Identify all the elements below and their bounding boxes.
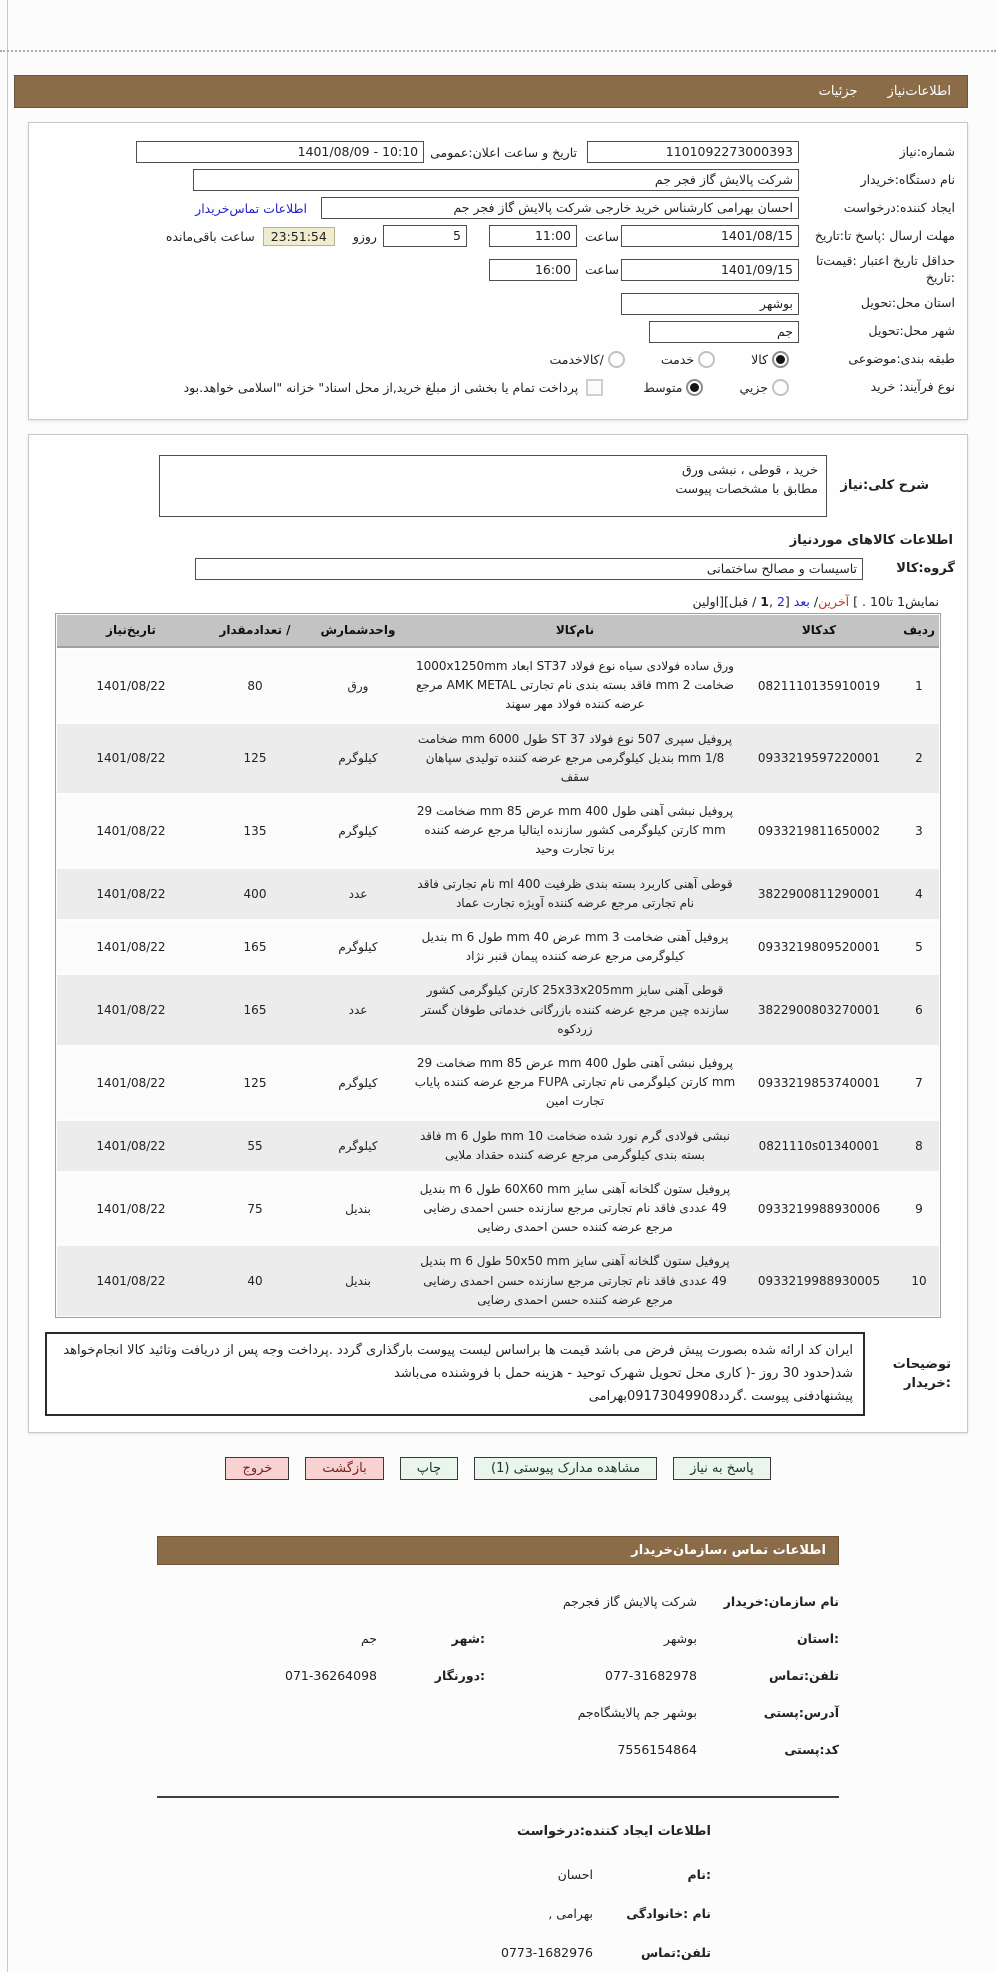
org-value: شرکت پالایش گاز فجرجم	[562, 1594, 697, 1610]
classification-option-label: کالا	[751, 352, 768, 368]
table-cell: بندیل	[345, 1201, 371, 1216]
goods-heading: اطلاعات کالاهای موردنیاز	[789, 532, 953, 548]
classification-radio-کالا[interactable]	[772, 351, 789, 368]
description-label: شرح کلی:نیاز	[840, 478, 929, 494]
validity-date-field[interactable]: 1401/09/15	[621, 259, 799, 281]
creator-phone-value: 0773-1682976	[501, 1945, 593, 1961]
table-cell: 3822900803270001	[757, 1003, 881, 1018]
table-cell: 75	[247, 1201, 263, 1216]
org-label: نام سازمان:خریدار	[723, 1594, 839, 1610]
table-cell: 1401/08/22	[96, 678, 166, 693]
table-cell: 1401/08/22	[96, 1138, 166, 1153]
need-number-row	[41, 141, 955, 163]
buyer-contact-link[interactable]: اطلاعات تماس‌خریدار	[195, 200, 307, 216]
column-header: تاریخ‌نیاز	[106, 623, 156, 638]
table-cell: 7	[915, 1075, 923, 1090]
contact-province-value: بوشهر	[663, 1631, 697, 1647]
table-cell: 400	[243, 886, 267, 901]
table-cell: پروفیل آهنی ضخامت 3 mm عرض 40 mm طول 6 m بندیل کیلوگرمی مرجع عرضه کننده پیمان قنبر نژاد	[421, 930, 729, 964]
table-cell: 1401/08/22	[96, 751, 166, 766]
table-cell: عدد	[348, 886, 368, 901]
deadline-label: مهلت ارسال :پاسخ تا:تاریخ	[814, 227, 955, 243]
table-row[interactable]	[57, 796, 939, 866]
table-cell: پروفیل سپری 507 نوع فولاد ST 37 طول 6000 mm ضخامت 1/8 mm بندیل کیلوگرمی مرجع عرضه کننده تولیدی سپاهان سقف	[417, 731, 733, 784]
deadline-days-field[interactable]: 5	[383, 225, 467, 247]
description-row	[41, 455, 955, 517]
need-number-label: شماره:نیاز	[899, 143, 955, 159]
table-cell: 10	[911, 1274, 927, 1289]
process-option-label: جزیي	[739, 380, 768, 396]
table-cell: پروفیل ستون گلخانه آهنی سایز 60X60 mm طول 6 m بندیل 49 عددی فاقد نام تجارتی مرجع سازنده حسن احمدی رضایی مرجع عرضه کننده حسن احمدی رضایی	[419, 1181, 731, 1235]
city-field[interactable]: جم	[649, 321, 799, 343]
table-cell: 6	[915, 1003, 923, 1018]
table-cell: 1401/08/22	[96, 1274, 166, 1289]
org-row	[157, 1583, 839, 1620]
table-cell: 0821110135910019	[757, 678, 881, 693]
table-cell: 165	[243, 940, 267, 955]
description-line: خرید ، قوطی ، نبشی ورق	[682, 461, 818, 477]
table-row[interactable]	[57, 1121, 939, 1171]
table-cell: 1401/08/22	[96, 1003, 166, 1018]
buyer-label: نام دستگاه:خریدار	[860, 171, 955, 187]
creator-first-name-row	[157, 1855, 711, 1894]
contact-address-label: آدرس:پستی	[763, 1705, 839, 1721]
table-cell: کیلوگرم	[338, 1075, 378, 1090]
table-row[interactable]	[57, 922, 939, 972]
table-cell: کیلوگرم	[338, 940, 378, 955]
validity-label: حداقل تاریخ اعتبار :قیمت‌تا :تاریخ	[815, 253, 955, 285]
column-header: واحدشمارش	[320, 623, 396, 638]
deadline-days-label: روزو	[352, 228, 377, 244]
process-option-label: متوسط	[643, 380, 683, 396]
creator-block	[157, 1824, 839, 1972]
column-header: ردیف	[903, 623, 935, 638]
need-number-field[interactable]: 1101092273000393	[587, 141, 799, 163]
print-button[interactable]: چاپ	[400, 1457, 458, 1480]
pagination-next-link[interactable]: بعد	[793, 593, 810, 609]
table-cell: 1	[915, 678, 923, 693]
buyer-notes-label: توضیحات :خریدار	[892, 1356, 951, 1392]
city-row	[41, 321, 955, 343]
postal-row	[157, 1731, 839, 1768]
buyer-notes-row	[45, 1332, 951, 1416]
province-label: استان محل:تحویل	[860, 295, 955, 311]
contact-postal-label: کد:پستی	[784, 1742, 839, 1758]
buyer-field[interactable]: شرکت پالایش گاز فجر جم	[193, 169, 799, 191]
action-buttons	[0, 1457, 996, 1480]
province-city-row	[157, 1620, 839, 1657]
page-left-border	[7, 0, 8, 1972]
table-cell: 1401/08/22	[96, 1201, 166, 1216]
table-cell: عدد	[348, 1003, 368, 1018]
table-cell: 0933219853740001	[757, 1075, 881, 1090]
pagination-showing: نمایش1 تا10 . ]	[853, 593, 939, 609]
validity-row	[41, 253, 955, 287]
exit-button[interactable]: خروج	[225, 1457, 289, 1480]
column-header: کدکالا	[801, 623, 837, 638]
classification-option-label: /کالاخدمت	[549, 352, 604, 368]
contact-postal-value: 7556154864	[617, 1742, 697, 1758]
group-row	[41, 558, 955, 580]
city-label: شهر محل:تحویل	[868, 323, 955, 339]
table-cell: پروفیل ستون گلخانه آهنی سایز 50x50 mm طول 6 m بندیل 49 عددی فاقد نام تجارتی مرجع سازنده حسن احمدی رضایی مرجع عرضه کننده حسن احمدی رضایی	[420, 1254, 730, 1307]
reply-to-need-button[interactable]: پاسخ به نیاز	[673, 1457, 771, 1480]
contact-province-label: :استان	[796, 1631, 839, 1647]
pagination-current-page: 1	[760, 593, 769, 609]
buyer-row	[41, 169, 955, 191]
creator-label: ایجاد کننده:درخواست	[843, 199, 955, 215]
back-button[interactable]: بازگشت	[305, 1457, 383, 1480]
table-cell: کیلوگرم	[338, 751, 378, 766]
creator-last-name-value: بهرامی ,	[548, 1906, 593, 1922]
countdown-label: ساعت باقی‌مانده	[165, 228, 255, 244]
contact-phone-label: تلفن:تماس	[768, 1668, 839, 1684]
table-row[interactable]	[57, 975, 939, 1045]
deadline-time-label: ساعت	[584, 228, 619, 244]
table-cell: 135	[243, 823, 267, 838]
table-cell: 0933219988930006	[757, 1201, 881, 1216]
creator-first-name-label: :نام	[687, 1867, 711, 1883]
tab-bar	[14, 75, 968, 108]
table-cell: قوطی آهنی سایز 25x33x205mm کارتن کیلوگرمی کشور سازنده چین مرجع عرضه کننده بازرگانی خدماتی طوفان گستر زردکوه	[421, 983, 729, 1036]
address-row	[157, 1694, 839, 1731]
announce-field[interactable]: 10:10 - 1401/08/09	[136, 141, 424, 163]
buyer-notes-line: شد(حدود 30 روز -( کاری محل تحویل شهرک توحید - هزینه حمل با فروشنده می‌باشد	[394, 1365, 853, 1381]
process-radio-جزیي[interactable]	[772, 379, 789, 396]
deadline-row	[41, 225, 955, 247]
table-cell: 0933219988930005	[757, 1274, 881, 1289]
table-cell: 55	[247, 1138, 263, 1153]
process-label: نوع فرآیند: خرید	[870, 379, 955, 395]
pagination-prev-link[interactable]: قبل	[728, 593, 749, 609]
table-cell: 165	[243, 1003, 267, 1018]
description-field[interactable]	[159, 455, 827, 517]
process-row	[41, 377, 955, 399]
province-row	[41, 293, 955, 315]
table-cell: کیلوگرم	[338, 823, 378, 838]
table-cell: 80	[247, 678, 263, 693]
table-cell: کیلوگرم	[338, 1138, 378, 1153]
creator-field[interactable]: احسان بهرامی کارشناس خرید خارجی شرکت پالایش گاز فجر جم	[321, 197, 799, 219]
deadline-time-field[interactable]: 11:00	[489, 225, 577, 247]
countdown-timer: 23:51:54	[263, 227, 335, 246]
treasury-bond-checkbox[interactable]	[586, 379, 603, 396]
creator-first-name-value: احسان	[557, 1867, 593, 1883]
table-cell: 125	[243, 1075, 267, 1090]
table-cell: ورق ساده فولادی سیاه نوع فولاد ST37 ابعاد 1000x1250mm ضخامت 2 mm فاقد بسته بندی نام تجارتی AMK METAL مرجع عرضه کننده فولاد مهر سهند	[415, 658, 734, 712]
contact-fax-label: :دورنگار	[434, 1668, 485, 1684]
buyer-notes-line: ایران کد ارائه شده بصورت پیش فرض می باشد قیمت ها براساس لیست پیوست بارگذاری گردد .پرداخت وجه پس از دریافت وتائید کالا انجام‌خواهد	[63, 1343, 853, 1358]
table-cell: 3822900811290001	[757, 886, 881, 901]
contact-block	[157, 1583, 839, 1768]
table-cell: 1401/08/22	[96, 823, 166, 838]
classification-row	[41, 349, 955, 371]
description-line: مطابق با مشخصات پیوست	[675, 481, 818, 497]
announce-label: تاریخ و ساعت اعلان:عمومی	[430, 144, 577, 160]
table-row[interactable]	[57, 1174, 939, 1244]
deadline-date-field[interactable]: 1401/08/15	[621, 225, 799, 247]
buyer-notes-line: پیشنهادفنی پیوست .گردد09173049908بهرامی	[588, 1388, 853, 1404]
table-cell: ورق	[347, 678, 369, 693]
table-cell: 8	[915, 1138, 923, 1153]
contact-phone-value: 077-31682978	[605, 1668, 697, 1684]
column-header: / تعدادمقدار	[219, 623, 291, 638]
need-info-panel	[28, 122, 968, 420]
phone-fax-row	[157, 1657, 839, 1694]
table-cell: 4	[915, 886, 923, 901]
classification-label: طبقه بندی:موضوعی	[848, 351, 955, 367]
contact-address-value: بوشهر جم پالایشگاه‌جم	[577, 1705, 697, 1721]
validity-time-label: ساعت	[584, 262, 619, 278]
table-cell: نبشی فولادی گرم نورد شده ضخامت 10 mm طول 6 m فاقد بسته بندی کیلوگرمی مرجع عرضه کننده حقداد ملایی	[420, 1128, 730, 1162]
tab-need-info[interactable]: اطلاعات‌نیاز	[887, 84, 951, 99]
goods-panel	[28, 434, 968, 1434]
creator-phone-row	[157, 1933, 711, 1972]
process-radio-متوسط[interactable]	[686, 379, 703, 396]
items-table	[55, 613, 941, 1318]
column-header: نام‌کالا	[555, 622, 595, 637]
view-attachments-button[interactable]: مشاهده مدارک پیوستی (1)	[474, 1457, 657, 1480]
classification-radio-خدمت[interactable]	[698, 351, 715, 368]
table-cell: 0933219597220001	[757, 751, 881, 766]
creator-row	[41, 197, 955, 219]
table-cell: پروفیل نبشی آهنی طول 400 mm عرض 85 mm ضخامت 29 mm کارتن کیلوگرمی کشور سازنده ایتالیا مرجع عرضه کننده برنا تجارت وحید	[416, 804, 734, 857]
table-row[interactable]	[57, 1048, 939, 1118]
creator-phone-label: تلفن:تماس	[640, 1945, 711, 1961]
table-cell: 1401/08/22	[96, 940, 166, 955]
table-cell: 125	[243, 751, 267, 766]
table-cell: قوطی آهنی کاربرد بسته بندی ظرفیت 400 ml نام تجارتی فاقد نام تجارتی مرجع عرضه کننده آویژه تجارت عماد	[417, 876, 733, 910]
contact-city-label: :شهر	[451, 1631, 485, 1647]
creator-heading: اطلاعات ایجاد کننده:درخواست	[517, 1824, 711, 1840]
table-row[interactable]	[57, 1246, 939, 1316]
classification-radio-/کالاخدمت[interactable]	[608, 351, 625, 368]
creator-last-name-label: نام :خانوادگی	[626, 1906, 711, 1922]
table-row[interactable]	[57, 869, 939, 919]
table-cell: 0933219811650002	[757, 823, 881, 838]
validity-time-field[interactable]: 16:00	[489, 259, 577, 281]
table-row[interactable]	[57, 651, 939, 721]
items-table-header	[57, 615, 939, 648]
contact-fax-value: 071-36264098	[285, 1668, 377, 1684]
table-cell: 9	[915, 1201, 923, 1216]
pagination: نمایش1 تا10 . ] آخرین/ بعد [2 ,1 / قبل][اولین	[692, 593, 939, 609]
creator-last-name-row	[157, 1894, 711, 1933]
table-cell: 2	[915, 751, 923, 766]
table-cell: 0933219809520001	[757, 940, 881, 955]
table-cell: پروفیل نبشی آهنی طول 400 mm عرض 85 mm ضخامت 29 mm کارتن کیلوگرمی نام تجارتی FUPA مرجع عرضه کننده پایاب تجارت امین	[414, 1055, 736, 1109]
section-divider	[157, 1796, 839, 1798]
table-cell: 1401/08/22	[96, 886, 166, 901]
top-dashed-divider	[0, 50, 996, 52]
table-cell: 3	[915, 823, 923, 838]
pagination-page-2-link[interactable]: 2	[776, 593, 785, 609]
table-cell: 1401/08/22	[96, 1075, 166, 1090]
province-field[interactable]: بوشهر	[621, 293, 799, 315]
table-cell: بندیل	[345, 1274, 371, 1289]
tab-details[interactable]: جزئیات	[818, 84, 858, 99]
buyer-notes-field[interactable]	[45, 1332, 865, 1416]
pagination-last-link[interactable]: آخرین	[818, 593, 850, 609]
contact-section-header: اطلاعات تماس ،سازمان‌خریدار	[157, 1536, 839, 1565]
group-field[interactable]: تاسیسات و مصالح ساختمانی	[195, 558, 863, 580]
table-cell: 5	[915, 940, 923, 955]
table-cell: 40	[247, 1274, 263, 1289]
group-label: گروه:کالا	[896, 561, 955, 577]
treasury-bond-label: پرداخت تمام یا بخشی از مبلغ خرید,از محل اسناد" خزانه "اسلامی خواهد.بود	[183, 380, 579, 396]
table-cell: 0821110s01340001	[758, 1138, 880, 1153]
table-row[interactable]	[57, 724, 939, 794]
classification-option-label: خدمت	[660, 352, 695, 368]
contact-city-value: جم	[360, 1631, 377, 1647]
